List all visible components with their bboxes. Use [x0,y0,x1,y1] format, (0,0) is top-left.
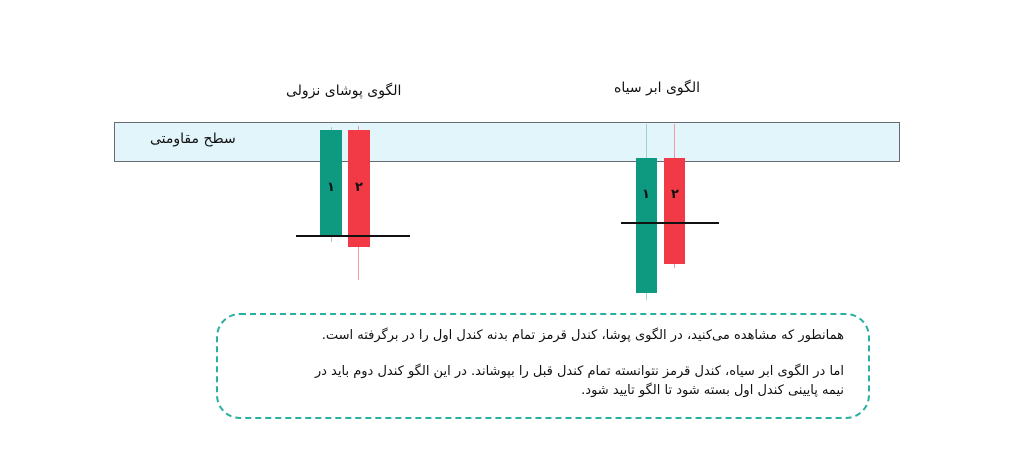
dark-cloud-candle-1-number: ۱ [642,187,650,202]
note-paragraph-2-line-1: اما در الگوی ابر سیاه، کندل قرمز نتوانسته تمام کندل قبل را بپوشاند. در این الگو کندل دوم باید در [314,364,844,379]
engulfing-midpoint-line [296,235,410,237]
dark-cloud-midpoint-line [621,222,719,224]
dark-cloud-pattern-title: الگوی ابر سیاه [614,80,701,96]
explanation-note [216,313,870,419]
dark-cloud-candle-2-body [664,158,685,264]
note-paragraph-2-line-2: نیمه پایینی کندل اول بسته شود تا الگو تایید شود. [581,383,844,398]
engulfing-pattern-title: الگوی پوشای نزولی [286,83,402,99]
note-paragraph-1: همانطور که مشاهده می‌کنید، در الگوی پوشا، کندل قرمز تمام بدنه کندل اول را در برگرفته است. [321,328,844,343]
engulfing-candle-2-number: ۲ [355,180,363,195]
dark-cloud-candle-1-body [636,158,657,293]
dark-cloud-candle-2-number: ۲ [671,187,679,202]
engulfing-candle-1-number: ۱ [327,180,335,195]
resistance-label: سطح مقاومتی [150,131,236,147]
